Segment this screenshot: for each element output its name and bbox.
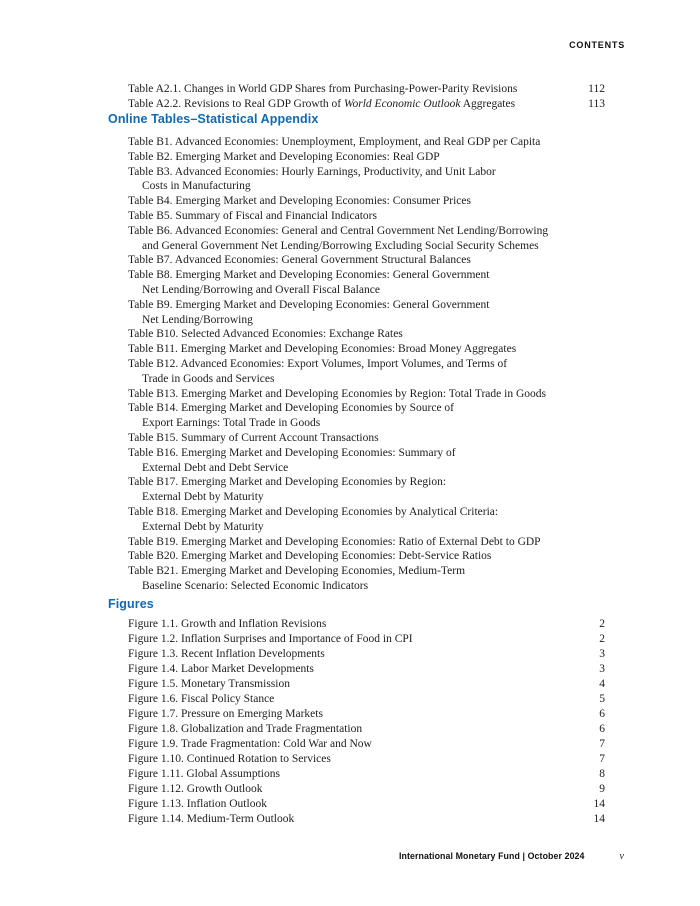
entry-text: Table B12. Advanced Economies: Export Volumes, Import Volumes, and Terms of [128,357,508,370]
entry-text-continuation: Net Lending/Borrowing [142,313,253,326]
entry-text [128,97,515,112]
entry-text-continuation: External Debt by Maturity [142,491,264,504]
toc-entry[interactable] [128,165,658,195]
entry-page-number: 9 [599,783,605,795]
toc-entry[interactable] [128,782,605,797]
toc-entry[interactable] [128,737,605,752]
entry-page-number: 8 [599,768,605,780]
entry-text: Figure 1.9. Trade Fragmentation: Cold War and Now [128,738,372,750]
footer-imprint: International Monetary Fund | October 2024 [398,851,585,861]
entry-page-number: 6 [599,708,605,720]
entry-page-number: 14 [593,798,605,810]
toc-entry[interactable] [128,752,605,767]
entry-page-number: 113 [588,98,605,110]
entry-text: Table B2. Emerging Market and Developing Economies: Real GDP [128,150,440,163]
statistical-appendix-list [128,82,605,112]
toc-entry[interactable] [128,135,658,150]
entry-text: Table B18. Emerging Market and Developing Economies by Analytical Criteria: [128,505,499,518]
entry-text-post: Aggregates [460,98,516,110]
toc-entry[interactable] [128,97,605,112]
entry-text: Figure 1.7. Pressure on Emerging Markets [128,708,323,720]
entry-page-number: 6 [599,723,605,735]
entry-text: Figure 1.8. Globalization and Trade Fragmentation [128,723,363,735]
toc-entry[interactable] [128,692,605,707]
entry-text: Table B4. Emerging Market and Developing Economies: Consumer Prices [128,195,471,208]
entry-text: Table B14. Emerging Market and Developing Economies by Source of [128,402,455,415]
entry-page-number: 3 [599,648,605,660]
entry-text: Figure 1.11. Global Assumptions [128,768,280,780]
toc-entry[interactable] [128,812,605,827]
toc-entry[interactable] [128,549,658,564]
entry-text-pre: Table A2.1. Changes in World GDP Shares from Purchasing-Power-Parity Revisions [128,83,518,95]
toc-entry[interactable] [128,564,658,594]
entry-text: Table B7. Advanced Economies: General Government Structural Balances [128,254,471,267]
figures-list [128,617,605,827]
entry-text: Figure 1.3. Recent Inflation Developments [128,648,325,660]
toc-entry[interactable] [128,475,658,505]
toc-entry[interactable] [128,707,605,722]
entry-text: Table B17. Emerging Market and Developing Economies by Region: [128,476,447,489]
entry-text: Figure 1.10. Continued Rotation to Services [128,753,331,765]
toc-entry[interactable] [128,268,658,298]
toc-entry[interactable] [128,327,658,342]
entry-page-number: 5 [599,693,605,705]
toc-entry[interactable] [128,194,658,209]
toc-entry[interactable] [128,150,658,165]
entry-text: Figure 1.13. Inflation Outlook [128,798,267,810]
entry-text-continuation: Trade in Goods and Services [142,372,275,385]
toc-entry[interactable] [128,722,605,737]
entry-text-continuation: Baseline Scenario: Selected Economic Indicators [142,579,369,592]
entry-page-number: 4 [599,678,605,690]
entry-text: Figure 1.6. Fiscal Policy Stance [128,693,275,705]
page-footer [399,851,624,862]
entry-text: Table B6. Advanced Economies: General and Central Government Net Lending/Borrowing [128,224,549,237]
entry-text: Figure 1.1. Growth and Inflation Revisions [128,618,327,630]
entry-text: Table B9. Emerging Market and Developing Economies: General Government [128,298,490,311]
entry-text: Table B21. Emerging Market and Developing Economies, Medium-Term [128,565,466,578]
toc-entry[interactable] [128,662,605,677]
entry-text: Table B15. Summary of Current Account Transactions [128,431,379,444]
toc-entry[interactable] [128,677,605,692]
toc-entry[interactable] [128,535,658,550]
entry-page-number: 2 [599,633,605,645]
entry-text: Table B1. Advanced Economies: Unemployment, Employment, and Real GDP per Capita [128,136,541,148]
toc-entry[interactable] [128,357,658,387]
toc-entry[interactable] [128,431,658,446]
toc-entry[interactable] [128,387,658,402]
entry-page-number: 2 [599,618,605,630]
toc-entry[interactable] [128,298,658,328]
toc-entry[interactable] [128,767,605,782]
contents-label: CONTENTS [569,40,625,50]
toc-entry[interactable] [128,82,605,97]
toc-entry[interactable] [128,253,658,268]
entry-page-number: 3 [599,663,605,675]
entry-text: Table B11. Emerging Market and Developing Economies: Broad Money Aggregates [128,343,517,356]
entry-page-number: 112 [588,83,605,95]
online-tables-heading: Online Tables–Statistical Appendix [108,112,319,126]
entry-text-continuation: Net Lending/Borrowing and Overall Fiscal Balance [142,283,380,296]
entry-text-continuation: and General Government Net Lending/Borrowing Excluding Social Security Schemes [142,239,539,252]
entry-text-pre: Table A2.2. Revisions to Real GDP Growth of [128,98,344,110]
running-header [569,40,625,50]
toc-entry[interactable] [128,342,658,357]
entry-text: Figure 1.5. Monetary Transmission [128,678,290,690]
entry-text: Table B5. Summary of Fiscal and Financial Indicators [128,209,377,222]
entry-text-continuation: Export Earnings: Total Trade in Goods [142,417,321,430]
entry-text: Table B3. Advanced Economies: Hourly Earnings, Productivity, and Unit Labor [128,165,496,178]
entry-text: Table B19. Emerging Market and Developing Economies: Ratio of External Debt to GDP [128,535,541,548]
entry-text: Table B13. Emerging Market and Developing Economies by Region: Total Trade in Goods [128,387,546,400]
entry-text: Table B10. Selected Advanced Economies: Exchange Rates [128,328,403,341]
toc-entry[interactable] [128,632,605,647]
toc-entry[interactable] [128,224,658,254]
entry-page-number: 7 [599,753,605,765]
figures-heading: Figures [108,597,154,611]
toc-entry[interactable] [128,505,658,535]
toc-entry[interactable] [128,617,605,632]
footer-page-number: v [619,851,624,862]
toc-entry[interactable] [128,209,658,224]
entry-page-number: 7 [599,738,605,750]
toc-entry[interactable] [128,401,658,431]
entry-text-continuation: External Debt by Maturity [142,520,264,533]
entry-text: Table B16. Emerging Market and Developing Economies: Summary of [128,446,456,459]
entry-text [128,82,517,97]
entry-text: Figure 1.4. Labor Market Developments [128,663,314,675]
entry-text-continuation: External Debt and Debt Service [142,461,289,474]
entry-text: Figure 1.14. Medium-Term Outlook [128,813,295,825]
toc-entry[interactable] [128,647,605,662]
toc-entry[interactable] [128,446,658,476]
entry-text: Figure 1.12. Growth Outlook [128,783,263,795]
entry-text-continuation: Costs in Manufacturing [142,180,251,193]
entry-text: Figure 1.2. Inflation Surprises and Importance of Food in CPI [128,633,413,645]
toc-entry[interactable] [128,797,605,812]
entry-text: Table B8. Emerging Market and Developing Economies: General Government [128,269,490,282]
entry-page-number: 14 [593,813,605,825]
entry-text-italic: World Economic Outlook [343,98,461,110]
online-tables-list [128,135,658,594]
entry-text: Table B20. Emerging Market and Developing Economies: Debt-Service Ratios [128,550,492,563]
